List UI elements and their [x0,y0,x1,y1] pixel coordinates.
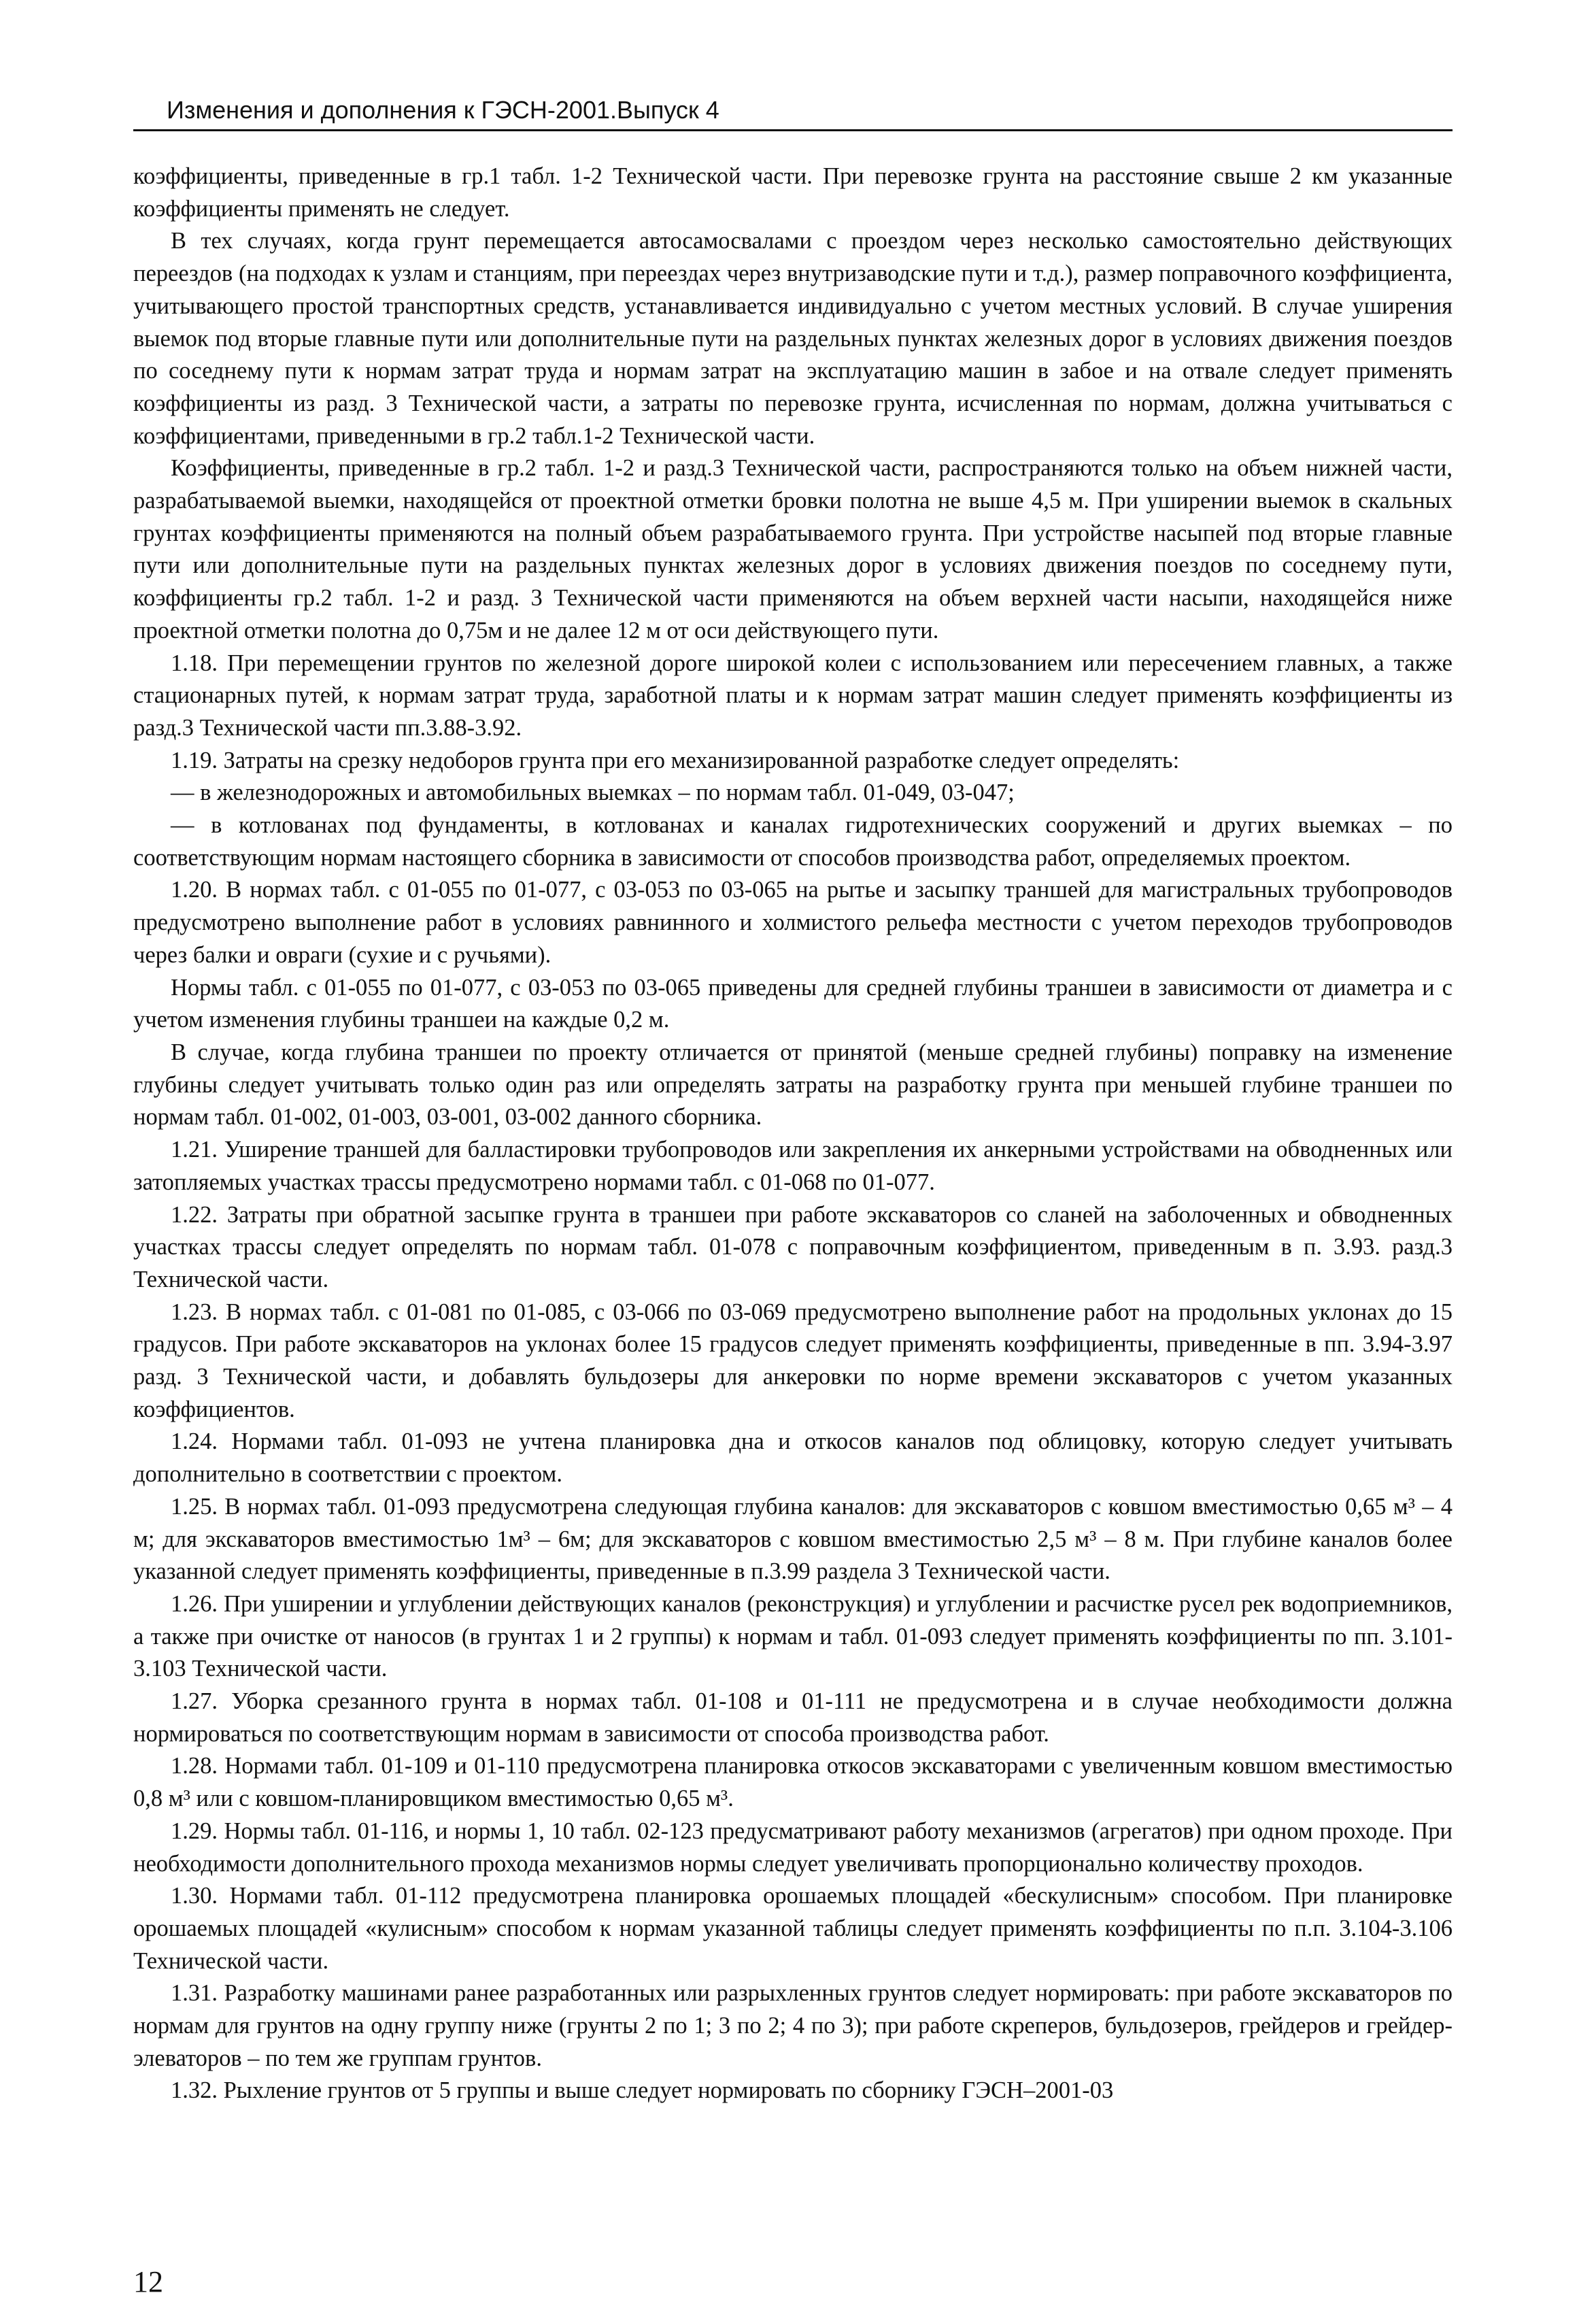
paragraph: Коэффициенты, приведенные в гр.2 табл. 1-2 и разд.3 Технической части, распространяются только на объем нижней части, разрабатываемой выемки, находящейся от проектной отметки бровки полотна не выше 4,5 м. При уширении выемок в скальных грунтах коэффициенты применяются на полный объем разрабатываемого грунта. При устройстве насыпей под вторые главные пути или дополнительные пути на раздельных пунктах железных дорог в условиях движения поездов по соседнему пути, коэффициенты гр.2 табл. 1-2 и разд. 3 Технической части применяются на объем верхней части насыпи, находящейся ниже проектной отметки полотна до 0,75м и не далее 12 м от оси действующего пути. [133,455,1453,643]
paragraph-1-19: 1.19. Затраты на срезку недоборов грунта при его механизированной разработке следует определять: [171,747,1180,773]
paragraph: В случае, когда глубина траншеи по проекту отличается от принятой (меньше средней глубины) поправку на изменение глубины следует учитывать только один раз или определять затраты на разработку грунта при меньшей глубине траншеи по нормам табл. 01-002, 01-003, 03-001, 03-002 данного сборника. [133,1039,1453,1131]
paragraph-1-22: 1.22. Затраты при обратной засыпке грунта в траншеи при работе экскаваторов со сланей на заболоченных и обводненных участках трассы следует определять по нормам табл. 01-078 с поправочным коэффициентом, приведенным в п. 3.93. разд.3 Технической части. [133,1201,1453,1292]
page-number: 12 [133,2265,163,2298]
paragraph-1-32: 1.32. Рыхление грунтов от 5 группы и выше следует нормировать по сборнику ГЭСН–2001-03 [171,2077,1114,2104]
paragraph: коэффициенты, приведенные в гр.1 табл. 1-2 Технической части. При перевозке грунта на расстояние свыше 2 км указанные коэффициенты применять не следует. [133,163,1453,222]
paragraph-1-28: 1.28. Нормами табл. 01-109 и 01-110 предусмотрена планировка откосов экскаваторами с увеличенным ковшом вместимостью 0,8 м³ или с ковшом-планировщиком вместимостью 0,65 м³. [133,1753,1453,1812]
paragraph: В тех случаях, когда грунт перемещается автосамосвалами с проездом через несколько самостоятельно действующих переездов (на подходах к узлам и станциям, при переездах через внутризаводские пути и т.д.), размер поправочного коэффициента, учитывающего простой транспортных средств, устанавливается индивидуально с учетом местных условий. В случае уширения выемок под вторые главные пути или дополнительные пути на раздельных пунктах железных дорог в условиях движения поездов по соседнему пути к нормам затрат труда и нормам затрат на эксплуатацию машин в забое и на отвале следует применять коэффициенты из разд. 3 Технической части, а затраты по перевозке грунта, исчисленная по нормам, должна учитываться с коэффициентами, приведенными в гр.2 табл.1-2 Технической части. [133,228,1453,449]
paragraph-1-27: 1.27. Уборка срезанного грунта в нормах табл. 01-108 и 01-111 не предусмотрена и в случае необходимости должна нормироваться по соответствующим нормам в зависимости от способа производства работ. [133,1688,1453,1747]
paragraph-1-25: 1.25. В нормах табл. 01-093 предусмотрена следующая глубина каналов: для экскаваторов с ковшом вместимостью 0,65 м³ – 4 м; для экскаваторов вместимостью 1м³ – 6м; для экскаваторов с ковшом вместимостью 2,5 м³ – 8 м. При глубине каналов более указанной следует применять коэффициенты, приведенные в п.3.99 раздела 3 Технической части. [133,1493,1453,1585]
paragraph-1-26: 1.26. При уширении и углублении действующих каналов (реконструкция) и углублении и расчистке русел рек водоприемников, а также при очистке от наносов (в грунтах 1 и 2 группы) к нормам и табл. 01-093 следует применять коэффициенты по пп. 3.101-3.103 Технической части. [133,1590,1453,1682]
list-item: — в железнодорожных и автомобильных выемках – по нормам табл. 01-049, 03-047; [171,780,1015,806]
list-item: — в котлованах под фундаменты, в котлованах и каналах гидротехнических сооружений и других выемках – по соответствующим нормам настоящего сборника в зависимости от способов производства работ, определяемых проектом. [133,812,1453,871]
paragraph-1-31: 1.31. Разработку машинами ранее разработанных или разрыхленных грунтов следует нормировать: при работе экскаваторов по нормам для грунтов на одну группу ниже (грунты 2 по 1; 3 по 2; 4 по 3); при работе скреперов, бульдозеров, грейдеров и грейдер-элеваторов – по тем же группам грунтов. [133,1980,1453,2071]
paragraph-1-20: 1.20. В нормах табл. с 01-055 по 01-077, с 03-053 по 03-065 на рытье и засыпку траншей для магистральных трубопроводов предусмотрено выполнение работ в условиях равнинного и холмистого рельефа местности с учетом переходов трубопроводов через балки и овраги (сухие и с ручьями). [133,877,1453,968]
paragraph-1-21: 1.21. Уширение траншей для балластировки трубопроводов или закрепления их анкерными устройствами на обводненных или затопляемых участках трассы предусмотрено нормами табл. с 01-068 по 01-077. [133,1137,1453,1195]
paragraph: Нормы табл. с 01-055 по 01-077, с 03-053 по 03-065 приведены для средней глубины траншеи в зависимости от диаметра и с учетом изменения глубины траншеи на каждые 0,2 м. [133,974,1453,1033]
paragraph-1-24: 1.24. Нормами табл. 01-093 не учтена планировка дна и откосов каналов под облицовку, которую следует учитывать дополнительно в соответствии с проектом. [133,1428,1453,1488]
header-rule [133,129,1453,131]
paragraph-1-29: 1.29. Нормы табл. 01-116, и нормы 1, 10 табл. 02-123 предусматривают работу механизмов (агрегатов) при одном проходе. При необходимости дополнительного прохода механизмов нормы следует увеличивать пропорционально количеству проходов. [133,1818,1453,1877]
body-text [133,161,1453,2107]
paragraph-1-18: 1.18. При перемещении грунтов по железной дороге широкой колеи с использованием или пересечением главных, а также стационарных путей, к нормам затрат труда, заработной платы и к нормам затрат машин следует применять коэффициенты из разд.3 Технической части пп.3.88-3.92. [133,650,1453,741]
running-header: Изменения и дополнения к ГЭСН-2001.Выпуск 4 [167,96,719,124]
paragraph-1-30: 1.30. Нормами табл. 01-112 предусмотрена планировка орошаемых площадей «бескулисным» способом. При планировке орошаемых площадей «кулисным» способом к нормам указанной таблицы следует применять коэффициенты по п.п. 3.104-3.106 Технической части. [133,1883,1453,1974]
paragraph-1-23: 1.23. В нормах табл. с 01-081 по 01-085, с 03-066 по 03-069 предусмотрено выполнение работ на продольных уклонах до 15 градусов. При работе экскаваторов на уклонах более 15 градусов следует применять коэффициенты, приведенные в пп. 3.94-3.97 разд. 3 Технической части, и добавлять бульдозеры для анкеровки по норме времени экскаваторов с учетом указанных коэффициентов. [133,1299,1453,1422]
